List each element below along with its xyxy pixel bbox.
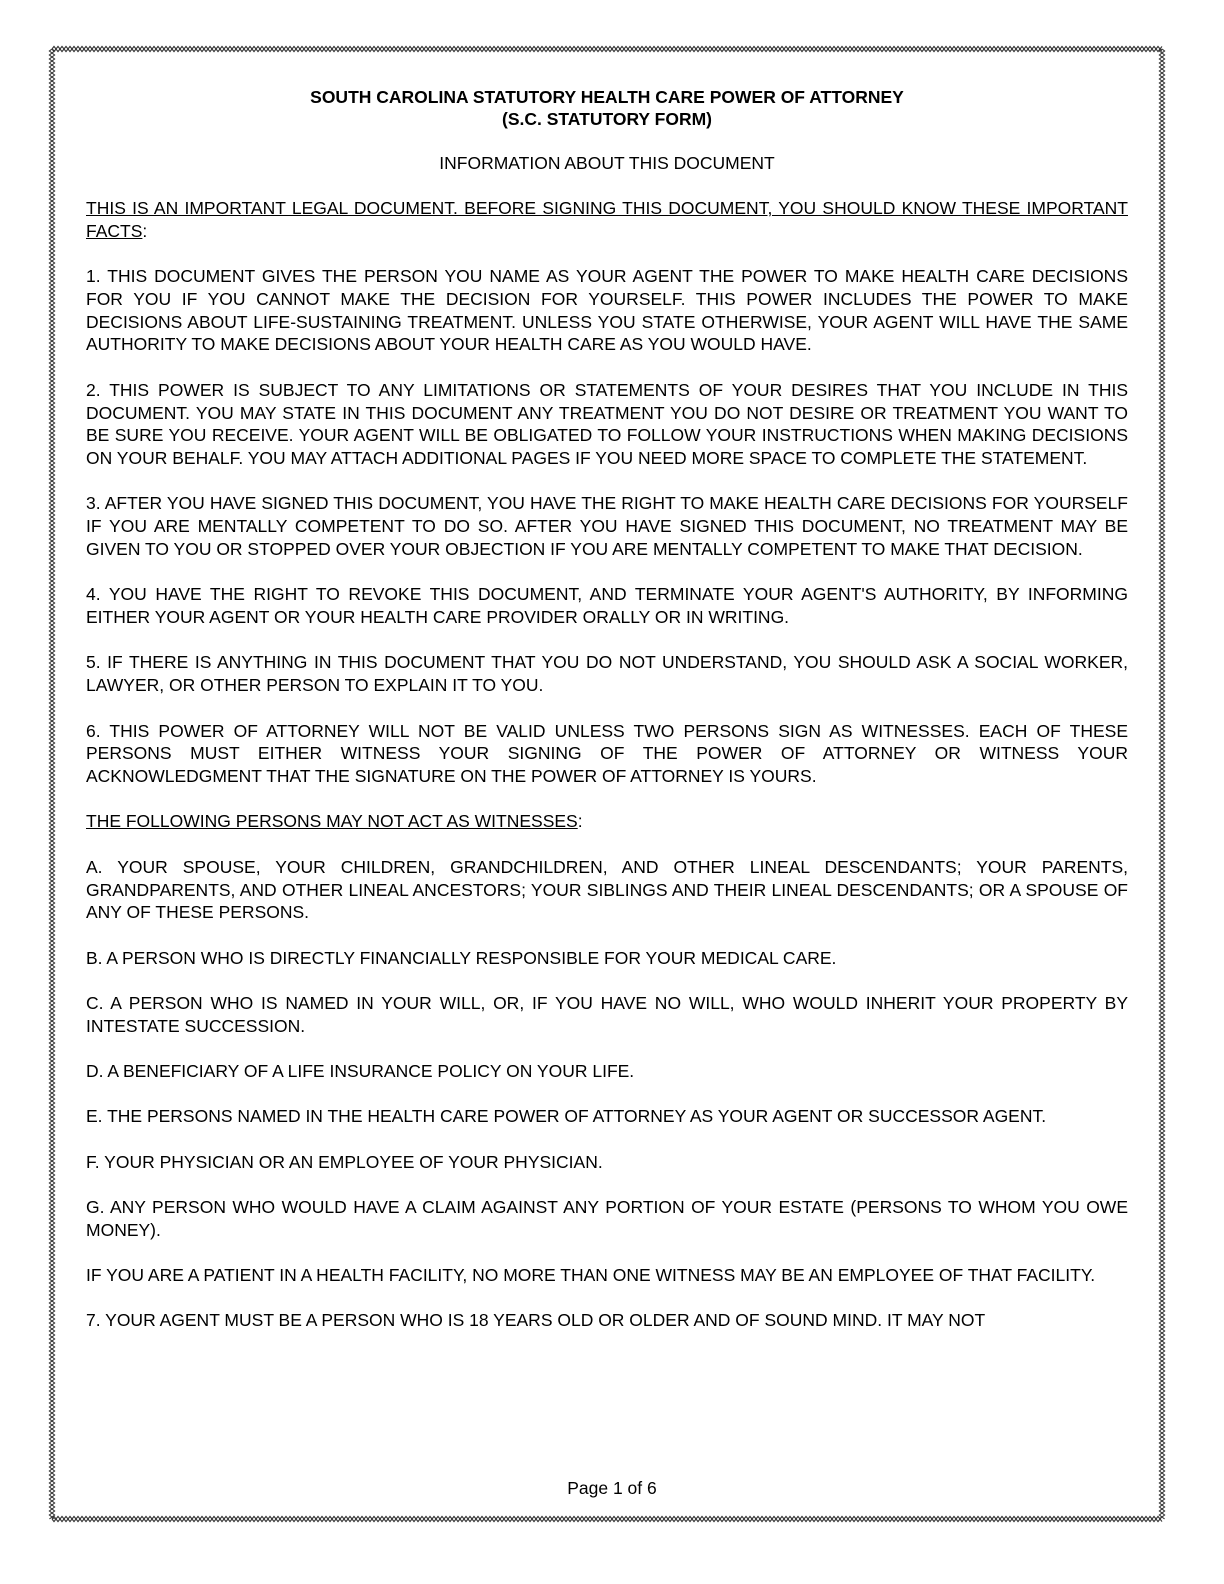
intro-suffix: : xyxy=(142,220,148,241)
paragraph-1: 1. THIS DOCUMENT GIVES THE PERSON YOU NAME AS YOUR AGENT THE POWER TO MAKE HEALTH CARE DECISIONS FOR YOU IF YOU CANNOT MAKE THE DECISION FOR YOURSELF. THIS POWER INCLUDES THE POWER TO MAKE DECISIONS ABOUT LIFE-SUSTAINING TREATMENT. UNLESS YOU STATE OTHERWISE, YOUR AGENT WILL HAVE THE SAME AUTHORITY TO MAKE DECISIONS ABOUT YOUR HEALTH CARE AS YOU WOULD HAVE. xyxy=(86,266,1128,355)
document-page xyxy=(86,86,1128,1332)
paragraph-5: 5. IF THERE IS ANYTHING IN THIS DOCUMENT THAT YOU DO NOT UNDERSTAND, YOU SHOULD ASK A SOCIAL WORKER, LAWYER, OR OTHER PERSON TO EXPLAIN IT TO YOU. xyxy=(86,652,1128,696)
paragraph-4: 4. YOU HAVE THE RIGHT TO REVOKE THIS DOCUMENT, AND TERMINATE YOUR AGENT'S AUTHORITY, BY INFORMING EITHER YOUR AGENT OR YOUR HEALTH CARE PROVIDER ORALLY OR IN WRITING. xyxy=(86,584,1128,628)
paragraph-7: 7. YOUR AGENT MUST BE A PERSON WHO IS 18 YEARS OLD OR OLDER AND OF SOUND MIND. IT MAY NOT xyxy=(86,1310,986,1331)
page-number: Page 1 of 6 xyxy=(567,1478,657,1498)
document-title xyxy=(86,86,1128,130)
title-line-2: (S.C. STATUTORY FORM) xyxy=(502,109,712,129)
paragraph-2: 2. THIS POWER IS SUBJECT TO ANY LIMITATIONS OR STATEMENTS OF YOUR DESIRES THAT YOU INCLUDE IN THIS DOCUMENT. YOU MAY STATE IN THIS DOCUMENT ANY TREATMENT YOU DO NOT DESIRE OR TREATMENT YOU WANT TO BE SURE YOU RECEIVE. YOUR AGENT WILL BE OBLIGATED TO FOLLOW YOUR INSTRUCTIONS WHEN MAKING DECISIONS ON YOUR BEHALF. YOU MAY ATTACH ADDITIONAL PAGES IF YOU NEED MORE SPACE TO COMPLETE THE STATEMENT. xyxy=(86,379,1128,469)
paragraph-facility: IF YOU ARE A PATIENT IN A HEALTH FACILITY, NO MORE THAN ONE WITNESS MAY BE AN EMPLOYEE OF THAT FACILITY. xyxy=(86,1265,1096,1285)
witness-heading-underlined: THE FOLLOWING PERSONS MAY NOT ACT AS WITNESSES xyxy=(86,811,578,832)
title-line-1: SOUTH CAROLINA STATUTORY HEALTH CARE POWER OF ATTORNEY xyxy=(310,87,904,107)
paragraph-c: C. A PERSON WHO IS NAMED IN YOUR WILL, OR, IF YOU HAVE NO WILL, WHO WOULD INHERIT YOUR PROPERTY BY INTESTATE SUCCESSION. xyxy=(86,992,1128,1036)
paragraph-3: 3. AFTER YOU HAVE SIGNED THIS DOCUMENT, YOU HAVE THE RIGHT TO MAKE HEALTH CARE DECISIONS FOR YOURSELF IF YOU ARE MENTALLY COMPETENT TO DO SO. AFTER YOU HAVE SIGNED THIS DOCUMENT, NO TREATMENT MAY BE GIVEN TO YOU OR STOPPED OVER YOUR OBJECTION IF YOU ARE MENTALLY COMPETENT TO MAKE THAT DECISION. xyxy=(86,493,1128,560)
section-subtitle: INFORMATION ABOUT THIS DOCUMENT xyxy=(439,153,775,173)
paragraph-d: D. A BENEFICIARY OF A LIFE INSURANCE POLICY ON YOUR LIFE. xyxy=(86,1061,635,1082)
paragraph-a: A. YOUR SPOUSE, YOUR CHILDREN, GRANDCHILDREN, AND OTHER LINEAL DESCENDANTS; YOUR PARENTS, GRANDPARENTS, AND OTHER LINEAL ANCESTORS; YOUR SIBLINGS AND THEIR LINEAL DESCENDANTS; OR A SPOUSE OF ANY OF THESE PERSONS. xyxy=(86,856,1128,923)
paragraph-e: E. THE PERSONS NAMED IN THE HEALTH CARE POWER OF ATTORNEY AS YOUR AGENT OR SUCCESSOR AGENT. xyxy=(86,1106,1047,1127)
paragraph-f: F. YOUR PHYSICIAN OR AN EMPLOYEE OF YOUR PHYSICIAN. xyxy=(86,1151,603,1172)
paragraph-g: G. ANY PERSON WHO WOULD HAVE A CLAIM AGAINST ANY PORTION OF YOUR ESTATE (PERSONS TO WHOM YOU OWE MONEY). xyxy=(86,1196,1128,1240)
witness-heading-suffix: : xyxy=(577,811,583,832)
witness-heading xyxy=(86,810,1128,833)
intro-underlined-text: THIS IS AN IMPORTANT LEGAL DOCUMENT. BEFORE SIGNING THIS DOCUMENT, YOU SHOULD KNOW THESE IMPORTANT FACTS xyxy=(86,198,1128,241)
paragraph-b: B. A PERSON WHO IS DIRECTLY FINANCIALLY RESPONSIBLE FOR YOUR MEDICAL CARE. xyxy=(86,947,837,968)
paragraph-6: 6. THIS POWER OF ATTORNEY WILL NOT BE VALID UNLESS TWO PERSONS SIGN AS WITNESSES. EACH OF THESE PERSONS MUST EITHER WITNESS YOUR SIGNING OF THE POWER OF ATTORNEY OR WITNESS YOUR ACKNOWLEDGMENT THAT THE SIGNATURE ON THE POWER OF ATTORNEY IS YOURS. xyxy=(86,720,1128,787)
intro-paragraph xyxy=(86,197,1128,243)
